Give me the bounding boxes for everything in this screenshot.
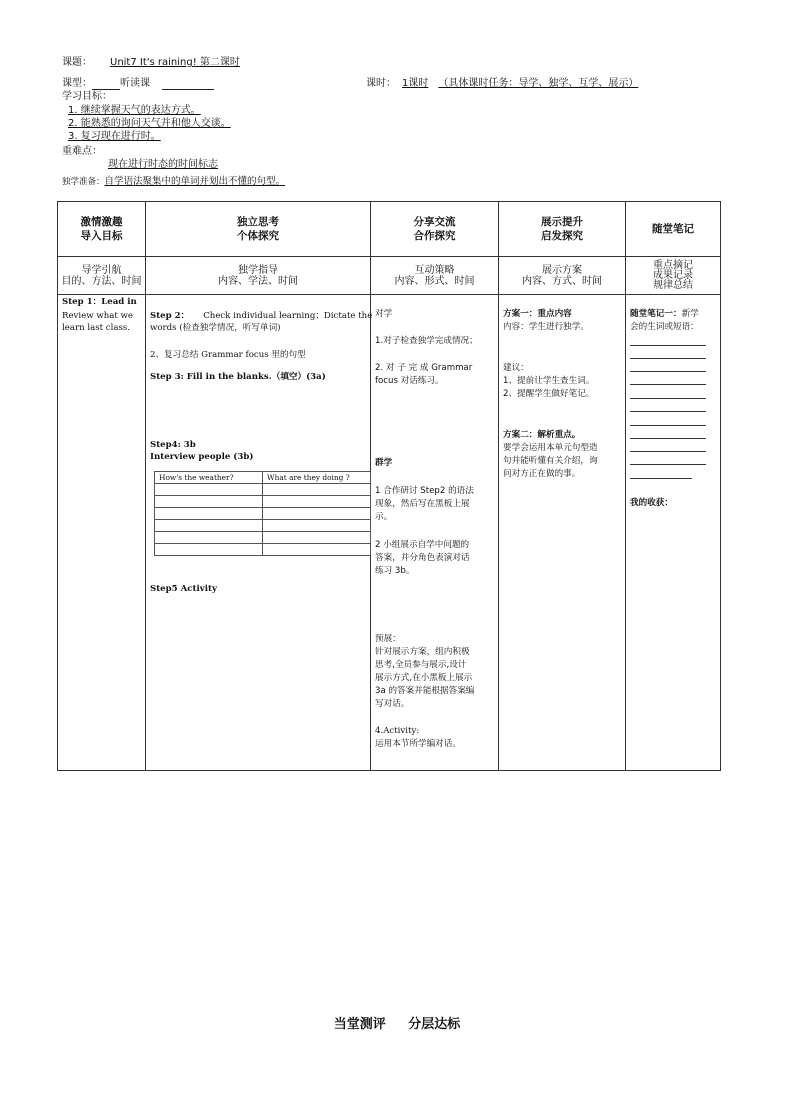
- note-title: 随堂笔记一：: [630, 309, 682, 319]
- activity-line-1: 4.Activity:: [375, 726, 420, 736]
- interview-cell[interactable]: [263, 508, 371, 520]
- hours-label: 课时：: [366, 78, 396, 89]
- note-line[interactable]: [630, 438, 706, 439]
- interview-cell[interactable]: [263, 532, 371, 544]
- topic-label: 课题：: [62, 57, 92, 68]
- note-line[interactable]: [630, 371, 706, 372]
- duixue-label: 对学: [375, 309, 393, 319]
- suggest-item-2: 2、提醒学生做好笔记。: [503, 389, 595, 399]
- note-line[interactable]: [630, 464, 706, 465]
- header-col-4: [499, 202, 626, 257]
- interview-cell[interactable]: [155, 520, 263, 532]
- col-3-body: [371, 295, 499, 771]
- plan2-text-line-2: 句并能听懂有关介绍，询: [503, 456, 598, 466]
- yuzhan-line-1: 预展：: [375, 634, 401, 644]
- step1-title: Step 1：Lead in: [62, 297, 137, 307]
- subheader-col-2-line-2: 内容、学法、时间: [218, 275, 298, 287]
- yuzhan-line-6: 写对话。: [375, 699, 410, 709]
- subheader-col-5: [626, 257, 721, 295]
- suggest-item-1: 1、提前让学生查生词。: [503, 376, 595, 386]
- qunxue-label: 群学: [375, 458, 393, 468]
- note-text-1: 新学: [681, 309, 699, 319]
- step1-line-1: Review what we: [62, 311, 133, 321]
- subheader-col-4-line-2: 内容、方式、时间: [522, 275, 602, 287]
- subheader-col-5-line-1: 重点摘记: [653, 259, 693, 271]
- lesson-plan-table: [57, 201, 721, 771]
- header-col-5: [626, 202, 721, 257]
- header-col-2-line-2: 个体探究: [237, 230, 279, 242]
- plan2-title: 方案二：解析重点。: [503, 430, 581, 440]
- interview-cell[interactable]: [155, 508, 263, 520]
- subheader-col-3-line-1: 互动策略: [414, 264, 455, 276]
- header-col-1-line-1: 激情激趣: [80, 216, 123, 228]
- header-col-3: [371, 202, 499, 257]
- header-col-1-line-2: 导入目标: [80, 230, 123, 242]
- step2-line: [150, 310, 372, 322]
- subheader-col-1-line-2: 目的、方法、时间: [61, 275, 142, 287]
- topic-value: Unit7 It's raining! 第二课时: [110, 57, 240, 68]
- subheader-col-5-line-2: 成果记录: [653, 269, 693, 281]
- step3-title: Step 3: Fill in the blanks.（填空）(3a): [150, 372, 326, 382]
- header-col-4-line-1: 展示提升: [541, 216, 583, 228]
- plan1-text: 内容：学生进行独学。: [503, 322, 589, 332]
- note-line[interactable]: [630, 384, 706, 385]
- yuzhan-line-5: 3a 的答案并能根据答案编: [375, 686, 475, 696]
- header-col-4-line-2: 启发探究: [541, 230, 583, 242]
- type-blank-2: [162, 79, 214, 90]
- step4-title: Step4: 3b: [150, 440, 196, 450]
- header-col-2-line-1: 独立思考: [237, 216, 279, 228]
- subheader-col-2: [146, 257, 371, 295]
- interview-cell[interactable]: [155, 484, 263, 496]
- footer-title: 当堂测评 分层达标: [333, 1017, 461, 1032]
- prep-label: 独学准备：: [62, 177, 105, 187]
- interview-header-weather: How's the weather?: [155, 472, 263, 484]
- interview-table: [154, 471, 371, 556]
- suggest-label: 建议：: [503, 363, 529, 373]
- qunxue-2-line-3: 练习 3b。: [375, 566, 415, 576]
- note-line[interactable]: [630, 425, 706, 426]
- header-col-5-line-1: 随堂笔记: [652, 223, 694, 235]
- yuzhan-line-3: 思考,全员参与展示,设计: [375, 660, 467, 670]
- interview-cell[interactable]: [155, 496, 263, 508]
- subheader-col-4: [499, 257, 626, 295]
- qunxue-2-line-2: 答案，并分角色表演对话: [375, 553, 470, 563]
- qunxue-2-line-1: 2 小组展示自学中问题的: [375, 540, 470, 550]
- grammar-review: 2、复习总结 Grammar focus 里的句型: [150, 350, 306, 360]
- interview-cell[interactable]: [263, 496, 371, 508]
- header-col-3-line-2: 合作探究: [413, 230, 456, 242]
- yuzhan-line-4: 展示方式,在小黑板上展示: [375, 673, 473, 683]
- note-line[interactable]: [630, 478, 692, 479]
- plan2-text-line-1: 要学会运用本单元句型造: [503, 443, 598, 453]
- qunxue-1-line-3: 示。: [375, 512, 393, 522]
- duixue-item-2b: focus 对话练习。: [375, 376, 444, 386]
- step2-text: Check individual learning；Dictate the: [203, 311, 373, 321]
- header-col-2: [146, 202, 371, 257]
- objective-3: 3. 复习现在进行时。: [68, 131, 161, 142]
- type-blank: [92, 79, 120, 90]
- interview-cell[interactable]: [263, 520, 371, 532]
- keypoints-label: 重难点：: [62, 146, 102, 157]
- col-5-body: [626, 295, 721, 771]
- hours-value: 1课时: [402, 78, 429, 89]
- step4-subtitle: Interview people (3b): [150, 452, 254, 462]
- hours-tasks: （具体课时任务：导学、独学、互学、展示）: [438, 78, 639, 89]
- note-line[interactable]: [630, 411, 706, 412]
- yuzhan-line-2: 针对展示方案，组内积极: [375, 647, 470, 657]
- interview-cell[interactable]: [263, 544, 371, 556]
- type-label: 课型：: [62, 78, 92, 89]
- keypoints-value: 现在进行时态的时间标志: [108, 159, 218, 170]
- header-col-3-line-1: 分享交流: [413, 216, 456, 228]
- subheader-col-3: [371, 257, 499, 295]
- note-line[interactable]: [630, 451, 706, 452]
- step2-title: Step 2：: [150, 311, 190, 321]
- col-1-body: [58, 295, 146, 771]
- activity-line-2: 运用本节所学编对话。: [375, 739, 461, 749]
- duixue-item-2a: 2. 对 子 完 成 Grammar: [375, 363, 473, 373]
- col-4-body: [499, 295, 626, 771]
- hours-line: [366, 78, 638, 90]
- note-text-2: 会的生词或短语：: [630, 322, 699, 332]
- note-line[interactable]: [630, 345, 706, 346]
- step5-title: Step5 Activity: [150, 584, 217, 594]
- step1-line-2: learn last class.: [62, 323, 131, 333]
- step2-line-2: words (检查独学情况，听写单词): [150, 323, 281, 333]
- interview-cell[interactable]: [155, 532, 263, 544]
- objectives-label: 学习目标：: [62, 91, 112, 102]
- subheader-col-2-line-1: 独学指导: [238, 264, 278, 276]
- note-line[interactable]: [630, 398, 706, 399]
- prep-line: [62, 176, 285, 188]
- interview-cell[interactable]: [263, 484, 371, 496]
- subheader-col-1-line-1: 导学引航: [81, 264, 122, 276]
- note-line[interactable]: [630, 358, 706, 359]
- qunxue-1-line-2: 现象，然后写在黑板上展: [375, 499, 470, 509]
- subheader-col-5-line-3: 规律总结: [653, 279, 693, 291]
- type-value: 听读课: [120, 78, 150, 89]
- interview-cell[interactable]: [155, 544, 263, 556]
- subheader-col-1: [58, 257, 146, 295]
- note-title-line: [630, 308, 699, 320]
- subheader-col-3-line-2: 内容、形式、时间: [394, 275, 475, 287]
- subheader-col-4-line-1: 展示方案: [542, 264, 582, 276]
- objective-2: 2. 能熟悉的询问天气并和他人交谈。: [68, 118, 231, 129]
- prep-value: 自学语法聚集中的单词并划出不懂的句型。: [104, 176, 286, 187]
- header-col-1: [58, 202, 146, 257]
- step5-line: [150, 583, 217, 595]
- topic-line: [62, 57, 288, 69]
- col-2-body: [146, 295, 371, 771]
- gains-label: 我的收获：: [630, 498, 673, 508]
- duixue-item-1: 1.对子检查独学完成情况；: [375, 336, 478, 346]
- type-line: [62, 78, 214, 90]
- interview-header-doing: What are they doing ?: [263, 472, 371, 484]
- plan2-text-line-3: 问对方正在做的事。: [503, 469, 581, 479]
- qunxue-1-line-1: 1 合作研讨 Step2 的语法: [375, 486, 474, 496]
- objective-1: 1. 继续掌握天气的表达方式。: [68, 105, 201, 116]
- plan1-title: 方案一：重点内容: [503, 309, 572, 319]
